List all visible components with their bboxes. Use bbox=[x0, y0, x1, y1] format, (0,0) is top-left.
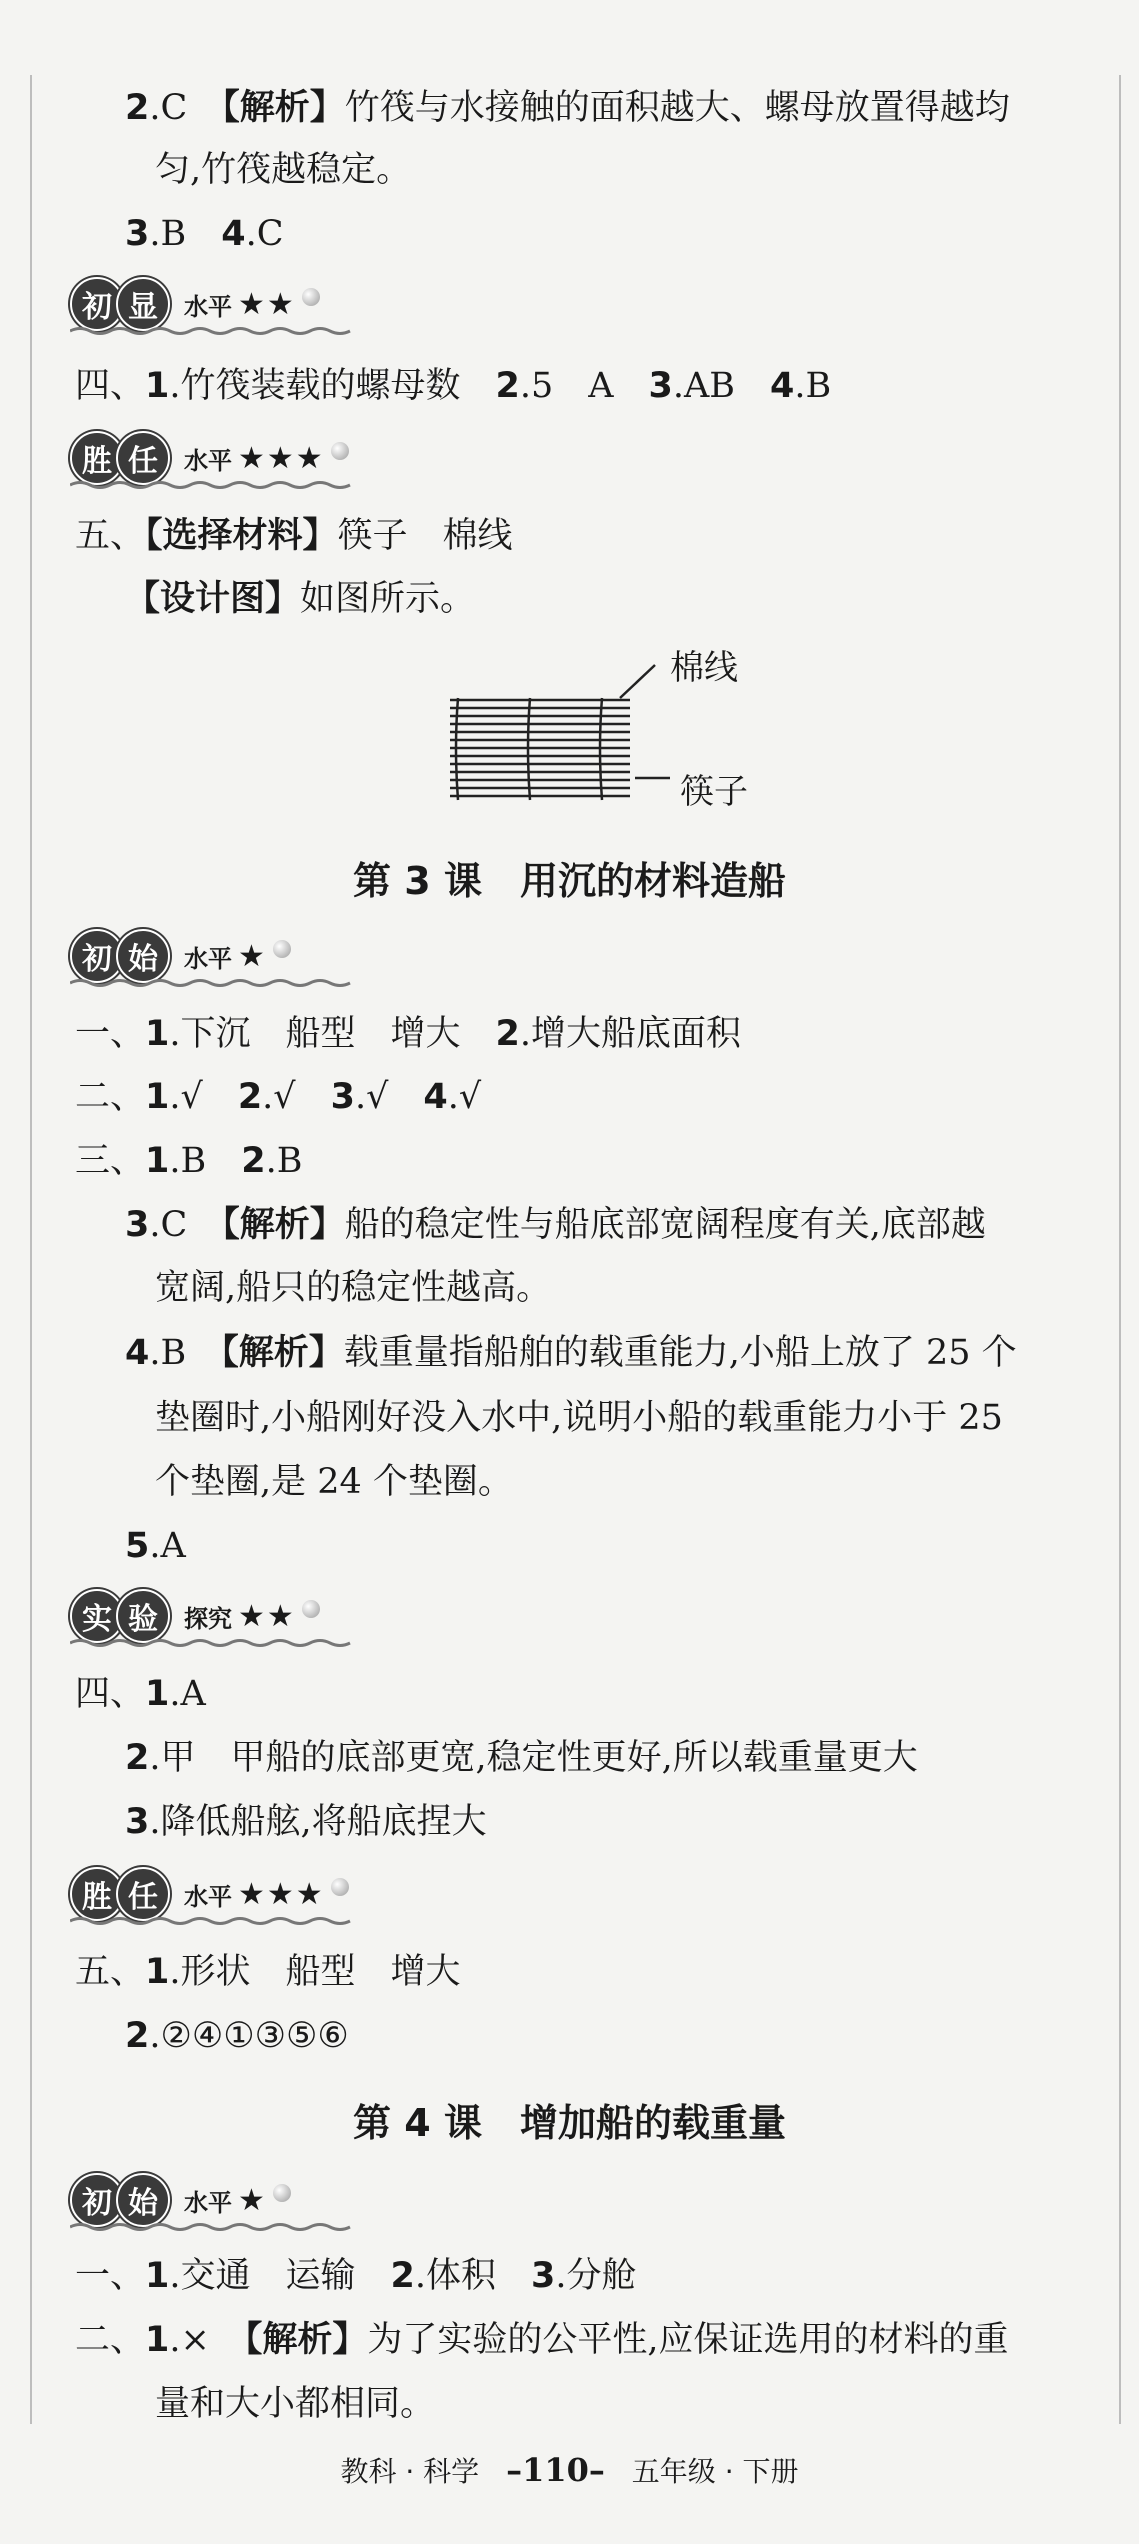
answer-line: 三、1.B 2.B bbox=[75, 1141, 303, 1181]
section-heading: 第 3 课 用沉的材料造船 bbox=[353, 859, 786, 903]
section-heading: 第 4 课 增加船的载重量 bbox=[353, 2101, 786, 2145]
star-rating: ★★ bbox=[238, 1598, 296, 1634]
level-badge: 胜 任 水平 ★★★ bbox=[70, 1866, 349, 1922]
ball-icon bbox=[331, 1878, 349, 1896]
answer-line: 3.B 4.C bbox=[125, 214, 284, 254]
level-badge: 初 显 水平 ★★ bbox=[70, 276, 320, 332]
answer-line: 匀,竹筏越稳定。 bbox=[155, 150, 412, 190]
wave-decoration bbox=[70, 326, 360, 336]
answer-line: 四、1.A bbox=[75, 1674, 206, 1714]
ball-icon bbox=[273, 2184, 291, 2202]
answer-line: 3.C 【解析】船的稳定性与船底部宽阔程度有关,底部越 bbox=[125, 1205, 986, 1245]
footer-subject: 教科 · 科学 bbox=[340, 2455, 480, 2488]
level-badge: 实 验 探究 ★★ bbox=[70, 1588, 320, 1644]
answer-line: 一、1.下沉 船型 增大 2.增大船底面积 bbox=[75, 1014, 742, 1054]
wave-decoration bbox=[70, 1916, 360, 1926]
wave-decoration bbox=[70, 1638, 360, 1648]
ball-icon bbox=[302, 1600, 320, 1618]
level-badge: 胜 任 水平 ★★★ bbox=[70, 430, 349, 486]
ball-icon bbox=[331, 442, 349, 460]
answer-line: 4.B 【解析】载重量指船舶的载重能力,小船上放了 25 个 bbox=[125, 1333, 1017, 1373]
figure-label: 筷子 bbox=[680, 772, 748, 812]
answer-line: 个垫圈,是 24 个垫圈。 bbox=[155, 1462, 513, 1502]
wave-decoration bbox=[70, 480, 360, 490]
level-badge: 初 始 水平 ★ bbox=[70, 2172, 291, 2228]
answer-line: 二、1.× 【解析】为了实验的公平性,应保证选用的材料的重 bbox=[75, 2320, 1009, 2360]
star-rating: ★★★ bbox=[238, 1876, 325, 1912]
answer-line: 五、1.形状 船型 增大 bbox=[75, 1952, 461, 1992]
answer-line: 2.C 【解析】竹筏与水接触的面积越大、螺母放置得越均 bbox=[125, 88, 1010, 128]
answer-line: 【设计图】如图所示。 bbox=[125, 579, 476, 619]
answer-line: 宽阔,船只的稳定性越高。 bbox=[155, 1268, 552, 1308]
answer-line: 3.降低船舷,将船底捏大 bbox=[125, 1802, 487, 1842]
answer-line: 一、1.交通 运输 2.体积 3.分舱 bbox=[75, 2256, 637, 2296]
page-number: –110– bbox=[506, 2451, 605, 2489]
answer-line: 2.②④①③⑤⑥ bbox=[125, 2016, 349, 2056]
level-badge: 初 始 水平 ★ bbox=[70, 928, 291, 984]
answer-line: 垫圈时,小船刚好没入水中,说明小船的载重能力小于 25 bbox=[155, 1398, 1003, 1438]
star-rating: ★★★ bbox=[238, 440, 325, 476]
ball-icon bbox=[273, 940, 291, 958]
left-margin-rule bbox=[30, 75, 32, 2424]
answer-line: 二、1.√ 2.√ 3.√ 4.√ bbox=[75, 1077, 482, 1117]
ball-icon bbox=[302, 288, 320, 306]
footer-grade: 五年级 · 下册 bbox=[631, 2455, 799, 2488]
answer-line: 5.A bbox=[125, 1526, 186, 1566]
answer-line: 四、1.竹筏装载的螺母数 2.5 A 3.AB 4.B bbox=[75, 366, 832, 406]
figure-label: 棉线 bbox=[670, 648, 738, 688]
star-rating: ★ bbox=[238, 2182, 267, 2218]
right-margin-rule bbox=[1119, 75, 1121, 2424]
star-rating: ★ bbox=[238, 938, 267, 974]
answer-line: 2.甲 甲船的底部更宽,稳定性更好,所以载重量更大 bbox=[125, 1738, 918, 1778]
answer-line: 量和大小都相同。 bbox=[155, 2384, 436, 2424]
answer-line: 五、【选择材料】筷子 棉线 bbox=[75, 516, 513, 556]
star-rating: ★★ bbox=[238, 286, 296, 322]
page-footer bbox=[0, 2450, 1139, 2490]
wave-decoration bbox=[70, 2222, 360, 2232]
wave-decoration bbox=[70, 978, 360, 988]
